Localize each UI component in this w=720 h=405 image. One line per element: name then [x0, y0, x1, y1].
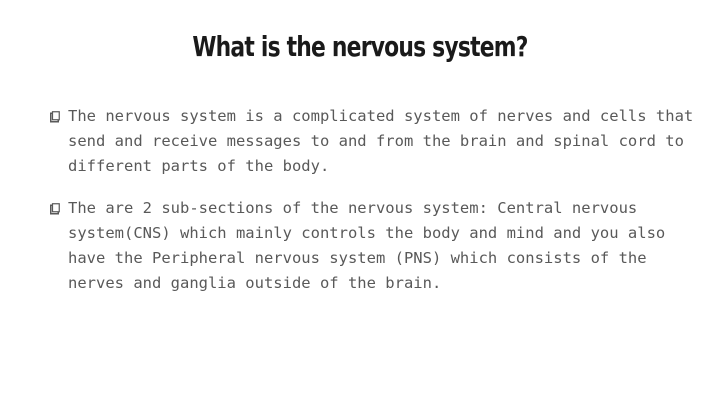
- bullet-item-2: [50, 196, 700, 296]
- checkbox-bullet-icon: [50, 111, 60, 123]
- bullet-text-2: The are 2 sub-sections of the nervous system: Central nervous system(CNS) which mainly controls the body and mind and you also have the Peripheral nervous system (PNS) which consists of the nerves and ganglia outside of the brain.: [68, 199, 666, 292]
- slide-title: What is the nervous system?: [192, 30, 528, 63]
- bullet-text-1: The nervous system is a complicated system of nerves and cells that send and receive messages to and from the brain and spinal cord to different parts of the body.: [68, 107, 694, 175]
- bullet-item-1: [50, 104, 700, 179]
- checkbox-bullet-icon: [50, 203, 60, 215]
- bullet-list: [50, 104, 700, 313]
